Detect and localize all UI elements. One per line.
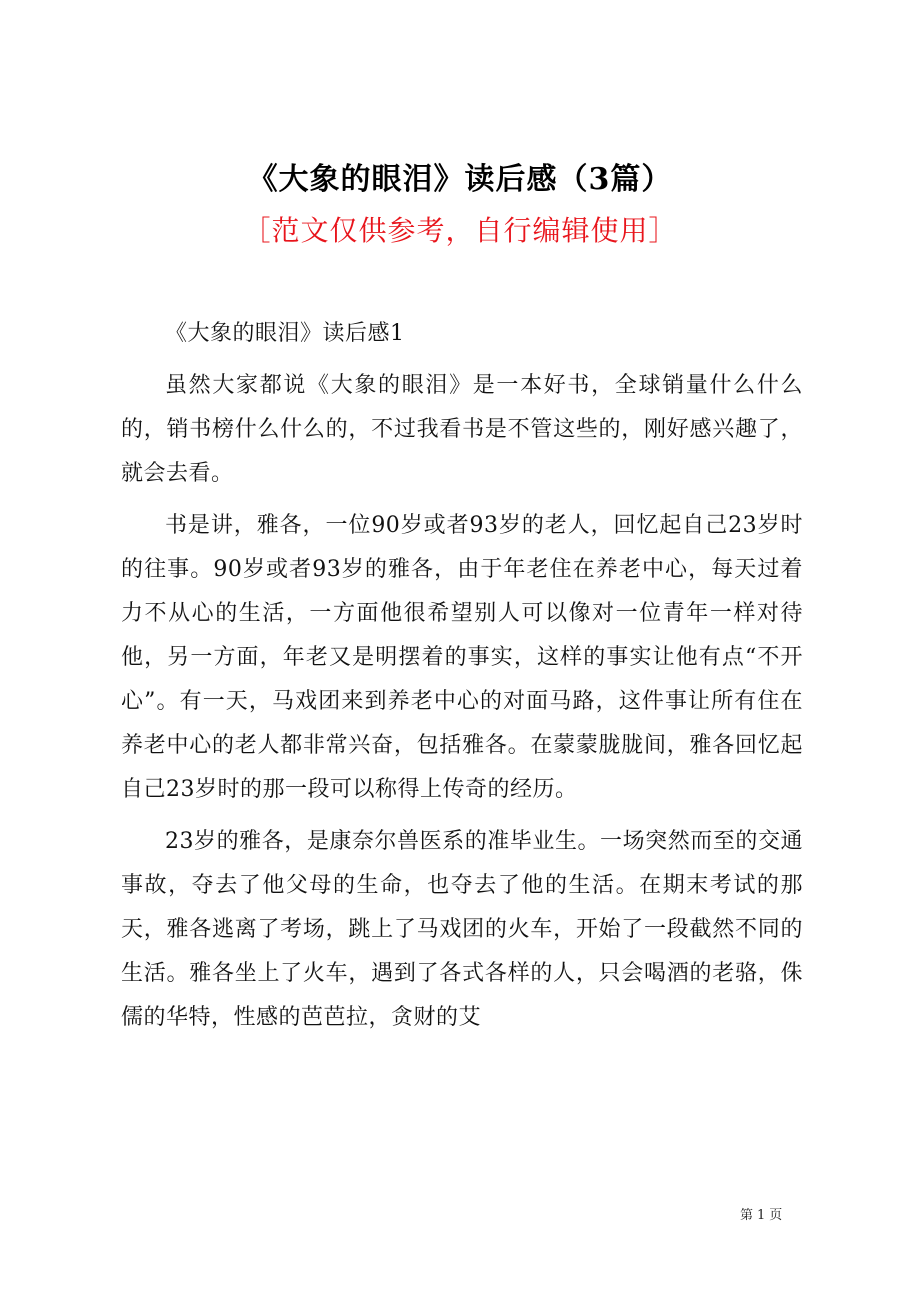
page-suffix: 页 (769, 1208, 783, 1223)
body-paragraph: 虽然大家都说《大象的眼泪》是一本好书，全球销量什么什么的，销书榜什么什么的，不过我看书是不管这些的，刚好感兴趣了，就会去看。 (121, 373, 803, 486)
page-footer (740, 1206, 820, 1226)
document-subtitle: ［范文仅供参考，自行编辑使用］ (242, 214, 678, 247)
page-prefix: 第 (740, 1208, 754, 1223)
section-heading: 《大象的眼泪》读后感1 (165, 321, 405, 346)
body-paragraph: 23岁的雅各，是康奈尔兽医系的准毕业生。一场突然而至的交通事故，夺去了他父母的生命，也夺去了他的生活。在期末考试的那天，雅各逃离了考场，跳上了马戏团的火车，开始了一段截然不同的生活。雅各坐上了火车，遇到了各式各样的人，只会喝酒的老骆，侏儒的华特，性感的芭芭拉，贪财的艾 (121, 829, 803, 1030)
body-paragraph: 书是讲，雅各，一位90岁或者93岁的老人，回忆起自己23岁时的往事。90岁或者93岁的雅各，由于年老住在养老中心，每天过着力不从心的生活，一方面他很希望别人可以像对一位青年一样对待他，另一方面，年老又是明摆着的事实，这样的事实让他有点“不开心”。有一天，马戏团来到养老中心的对面马路，这件事让所有住在养老中心的老人都非常兴奋，包括雅各。在蒙蒙胧胧间，雅各回忆起自己23岁时的那一段可以称得上传奇的经历。 (121, 513, 803, 802)
page-number: 1 (757, 1208, 766, 1223)
document-title: 《大象的眼泪》读后感（3篇） (247, 162, 673, 197)
document-body (121, 312, 803, 1040)
